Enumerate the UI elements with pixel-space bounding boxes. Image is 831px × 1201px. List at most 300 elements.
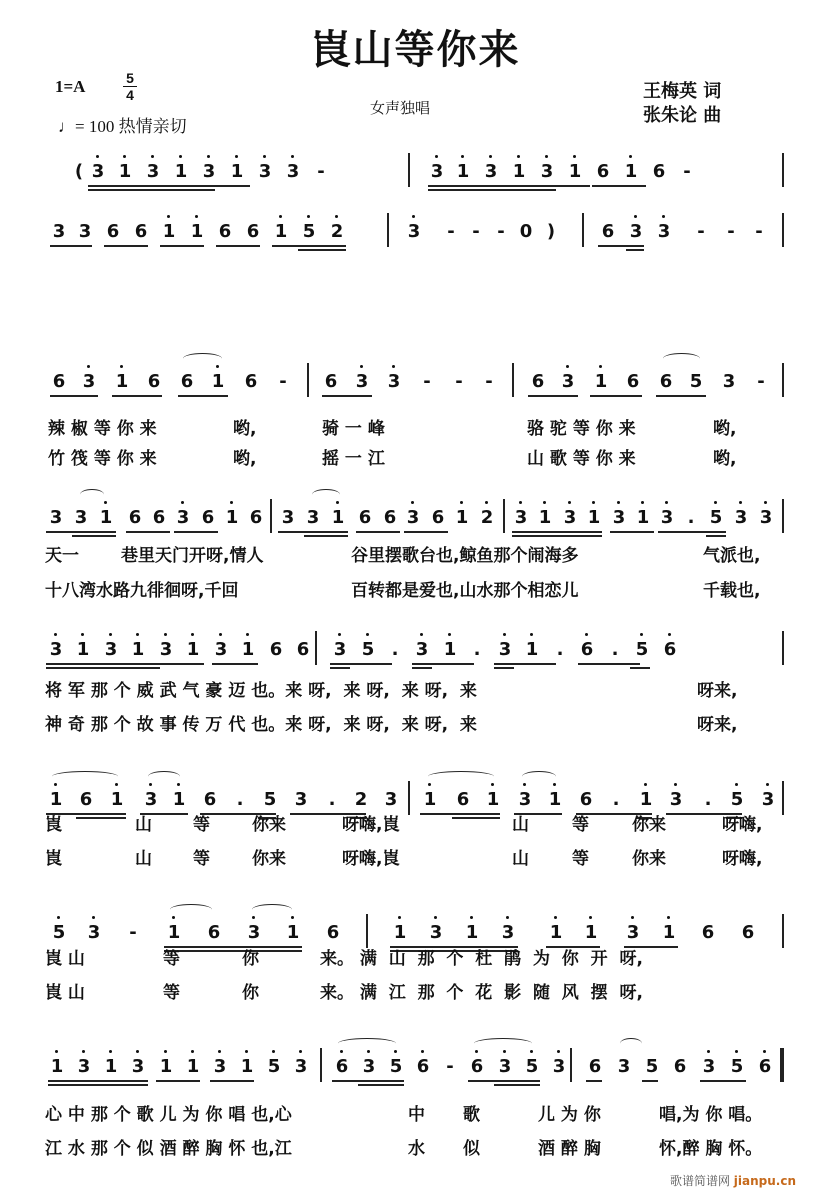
note: 2 <box>354 789 368 810</box>
octave-dot <box>307 215 310 218</box>
note: 6 <box>324 371 338 392</box>
beam-underline <box>298 249 346 251</box>
lyricist-credit: 王梅英 词 <box>643 81 722 102</box>
barline <box>782 153 784 187</box>
note: 3 <box>243 922 265 944</box>
note: . <box>236 789 244 810</box>
key-signature: 1=A <box>55 77 86 96</box>
octave-dot <box>57 916 60 919</box>
lyric-line <box>0 1100 831 1128</box>
slur-arc <box>252 904 292 915</box>
note: 6 <box>52 371 66 392</box>
beam-underline <box>494 667 514 669</box>
note: 3 <box>497 922 519 944</box>
note: 1 <box>545 922 567 944</box>
note: 6 <box>601 221 615 242</box>
note: 1 <box>100 1056 122 1078</box>
octave-dot <box>167 215 170 218</box>
octave-dot <box>207 155 210 158</box>
lyric-line <box>0 944 831 972</box>
note: 1 <box>270 221 292 243</box>
lyric-segment: 骆 驼 等 你 来 <box>527 419 636 439</box>
lyric-segment: 呀嗨,崀 <box>342 849 400 869</box>
note: 3 <box>254 161 276 183</box>
note: 6 <box>218 221 232 242</box>
tempo-marking: ♩= 100 热情亲切 <box>58 117 187 136</box>
octave-dot <box>543 501 546 504</box>
lyric-segment: 山 <box>512 849 529 869</box>
lyric-segment: 江 水 那 个 似 酒 醉 胸 怀 也,江 <box>45 1139 292 1159</box>
barline <box>307 363 309 397</box>
lyric-segment: 呀来, <box>697 715 738 735</box>
note: 3 <box>557 371 579 393</box>
lyric-segment: 哟, <box>713 419 737 439</box>
music-row <box>0 493 831 541</box>
octave-dot <box>230 501 233 504</box>
octave-dot <box>573 155 576 158</box>
slur-arc <box>52 771 118 782</box>
beam-underline <box>212 663 258 665</box>
note: . <box>611 639 619 660</box>
beam-underline <box>358 1084 404 1086</box>
beam-underline <box>46 663 160 665</box>
octave-dot <box>668 633 671 636</box>
note: 3 <box>78 371 100 393</box>
octave-dot <box>714 501 717 504</box>
lyric-segment: 崀 山 <box>45 949 85 969</box>
octave-dot <box>82 1050 85 1053</box>
note: 1 <box>419 789 441 811</box>
lyric-segment: 你来 <box>632 815 666 835</box>
octave-dot <box>191 1050 194 1053</box>
note: 3 <box>127 1056 149 1078</box>
octave-dot <box>644 783 647 786</box>
beam-underline <box>210 1080 254 1082</box>
note: 3 <box>722 371 736 392</box>
octave-dot <box>394 1050 397 1053</box>
lyric-segment: 山 <box>135 849 152 869</box>
octave-dot <box>766 783 769 786</box>
octave-dot <box>411 501 414 504</box>
note: 1 <box>186 221 208 243</box>
note: 6 <box>579 789 593 810</box>
note: 3 <box>294 789 308 810</box>
octave-dot <box>589 916 592 919</box>
note: ) <box>546 221 556 242</box>
note: 3 <box>548 1056 570 1078</box>
note: 1 <box>580 922 602 944</box>
note: . <box>473 639 481 660</box>
beam-underline <box>656 395 706 397</box>
note: 1 <box>155 1056 177 1078</box>
note: 3 <box>480 161 502 183</box>
lyric-segment: 儿 为 你 <box>538 1105 601 1125</box>
octave-dot <box>279 215 282 218</box>
octave-dot <box>55 1050 58 1053</box>
octave-dot <box>763 1050 766 1053</box>
octave-dot <box>707 1050 710 1053</box>
barline <box>782 631 784 665</box>
note: 6 <box>244 371 258 392</box>
octave-dot <box>151 155 154 158</box>
note: . <box>704 789 712 810</box>
note: 1 <box>226 161 248 183</box>
beam-underline <box>178 395 228 397</box>
lyric-segment: 酒 醉 胸 <box>538 1139 601 1159</box>
octave-dot <box>218 1050 221 1053</box>
note: 3 <box>665 789 687 811</box>
note: 3 <box>209 1056 231 1078</box>
octave-dot <box>195 215 198 218</box>
note: 3 <box>74 507 88 528</box>
barline <box>782 363 784 397</box>
beam-underline <box>642 1080 658 1082</box>
note: - <box>455 371 463 392</box>
octave-dot <box>735 1050 738 1053</box>
octave-dot <box>530 633 533 636</box>
lyric-segment: 你来 <box>252 815 286 835</box>
note: 3 <box>198 161 220 183</box>
lyric-line <box>0 576 831 604</box>
beam-underline <box>48 1084 148 1086</box>
note: 6 <box>331 1056 353 1078</box>
note: - <box>485 371 493 392</box>
octave-dot <box>366 633 369 636</box>
beam-underline <box>46 531 116 533</box>
note: 6 <box>588 1056 602 1077</box>
beam-underline <box>216 245 260 247</box>
octave-dot <box>517 155 520 158</box>
note: 1 <box>127 639 149 661</box>
note: 6 <box>147 371 161 392</box>
note: - <box>497 221 505 242</box>
beam-underline <box>598 245 644 247</box>
note: 1 <box>72 639 94 661</box>
note: 3 <box>351 371 373 393</box>
beam-underline <box>322 395 372 397</box>
note: 3 <box>698 1056 720 1078</box>
octave-dot <box>634 215 637 218</box>
note: 3 <box>87 161 109 183</box>
note: 3 <box>78 221 92 242</box>
note: 5 <box>48 922 70 944</box>
note: 3 <box>329 639 351 661</box>
lyric-segment: 巷里天门开呀,情人 <box>121 546 264 566</box>
note: 6 <box>431 507 445 528</box>
lyric-segment: 等 <box>193 815 210 835</box>
note: 1 <box>114 161 136 183</box>
note: 1 <box>182 1056 204 1078</box>
barline <box>570 1048 572 1082</box>
note: 1 <box>451 507 473 529</box>
beam-underline <box>658 531 726 533</box>
lyric-segment: 十八湾水路九徘徊呀,千回 <box>45 581 239 601</box>
beam-underline <box>592 185 646 187</box>
lyric-segment: 天一 <box>45 546 79 566</box>
note: 3 <box>426 161 448 183</box>
note: 1 <box>163 922 185 944</box>
note: 3 <box>617 1056 631 1077</box>
note: - <box>472 221 480 242</box>
lyric-segment: 歌 <box>463 1105 480 1125</box>
beam-underline <box>112 395 162 397</box>
note: 3 <box>494 639 516 661</box>
note: 1 <box>327 507 349 529</box>
note: 1 <box>158 221 180 243</box>
octave-dot <box>412 215 415 218</box>
note: 0 <box>519 221 533 242</box>
octave-dot <box>149 783 152 786</box>
note: 1 <box>461 922 483 944</box>
beam-underline <box>412 663 474 665</box>
lyric-line <box>0 676 831 704</box>
octave-dot <box>136 1050 139 1053</box>
lyric-segment: 山 歌 等 你 来 <box>527 449 636 469</box>
music-row <box>0 1042 831 1090</box>
octave-dot <box>662 215 665 218</box>
note: 5 <box>705 507 727 529</box>
octave-dot <box>54 633 57 636</box>
beam-underline <box>610 531 654 533</box>
lyric-line <box>0 414 831 442</box>
lyric-segment: 哟, <box>233 449 257 469</box>
note: 1 <box>508 161 530 183</box>
octave-dot <box>109 633 112 636</box>
slur-arc <box>663 353 700 364</box>
note: 6 <box>106 221 120 242</box>
note: 3 <box>559 507 581 529</box>
note: 3 <box>730 507 752 529</box>
barline <box>366 914 368 948</box>
note: 5 <box>726 1056 748 1078</box>
song-title: 崀山等你来 <box>310 27 521 73</box>
beam-underline <box>156 1080 200 1082</box>
note: 6 <box>741 922 755 943</box>
beam-underline <box>272 245 346 247</box>
note: 3 <box>290 1056 312 1078</box>
lyric-segment: 呀嗨, <box>722 815 763 835</box>
octave-dot <box>92 916 95 919</box>
note: 6 <box>134 221 148 242</box>
note: - <box>727 221 735 242</box>
octave-dot <box>104 501 107 504</box>
note: 1 <box>221 507 243 529</box>
barline <box>408 153 410 187</box>
lyric-segment: 等 <box>193 849 210 869</box>
beam-underline <box>700 1080 746 1082</box>
octave-dot <box>164 633 167 636</box>
note: 1 <box>237 639 259 661</box>
lyric-segment: 哟, <box>233 419 257 439</box>
beam-underline <box>160 245 204 247</box>
octave-dot <box>461 155 464 158</box>
slur-arc <box>148 771 180 782</box>
lyric-segment: 谷里摆歌台也,鲸鱼那个闹海多 <box>351 546 579 566</box>
note: 1 <box>635 789 657 811</box>
octave-dot <box>435 155 438 158</box>
octave-dot <box>475 1050 478 1053</box>
lyric-segment: 你来 <box>252 849 286 869</box>
octave-dot <box>674 783 677 786</box>
lyric-segment: 摇 一 江 <box>322 449 385 469</box>
octave-dot <box>245 1050 248 1053</box>
note: . <box>391 639 399 660</box>
note: - <box>317 161 325 182</box>
lyric-segment: 似 <box>463 1139 480 1159</box>
lyric-segment: 气派也, <box>703 546 761 566</box>
note: . <box>556 639 564 660</box>
octave-dot <box>164 1050 167 1053</box>
note: 3 <box>494 1056 516 1078</box>
note: 3 <box>155 639 177 661</box>
lyric-segment: 你 <box>242 983 259 1003</box>
lyric-segment: 崀 山 <box>45 983 85 1003</box>
note: 5 <box>645 1056 659 1077</box>
note: 6 <box>79 789 93 810</box>
octave-dot <box>530 1050 533 1053</box>
performance-note: 女声独唱 <box>370 99 431 117</box>
beam-underline <box>706 535 726 537</box>
octave-dot <box>489 155 492 158</box>
note: 6 <box>754 1056 776 1078</box>
time-signature-top: 5 <box>126 70 134 86</box>
note: 5 <box>726 789 748 811</box>
octave-dot <box>109 1050 112 1053</box>
note: 6 <box>412 1056 434 1078</box>
music-row <box>0 207 831 255</box>
note: 6 <box>531 371 545 392</box>
music-row <box>0 357 831 405</box>
octave-dot <box>491 783 494 786</box>
beam-underline <box>198 185 250 187</box>
slur-arc <box>80 489 104 500</box>
note: 6 <box>249 507 263 528</box>
beam-underline <box>528 395 578 397</box>
note: 6 <box>456 789 470 810</box>
note: 6 <box>673 1056 687 1077</box>
note: 3 <box>210 639 232 661</box>
beam-underline <box>590 395 642 397</box>
note: 1 <box>170 161 192 183</box>
note: 1 <box>282 922 304 944</box>
beam-underline <box>50 395 98 397</box>
octave-dot <box>629 155 632 158</box>
lyric-segment: 哟, <box>713 449 737 469</box>
note: 6 <box>201 507 215 528</box>
octave-dot <box>421 1050 424 1053</box>
octave-dot <box>123 155 126 158</box>
note: 1 <box>620 161 642 183</box>
note: 1 <box>482 789 504 811</box>
note: 5 <box>631 639 653 661</box>
note: 6 <box>383 507 397 528</box>
beam-underline <box>412 667 432 669</box>
octave-dot <box>177 783 180 786</box>
note: 3 <box>622 922 644 944</box>
octave-dot <box>181 501 184 504</box>
note: 6 <box>659 371 673 392</box>
note: - <box>447 221 455 242</box>
note: 3 <box>358 1056 380 1078</box>
beam-underline <box>304 535 348 537</box>
watermark-text: 歌谱简谱网 <box>669 1174 730 1188</box>
octave-dot <box>392 365 395 368</box>
note: . <box>328 789 336 810</box>
time-signature-bottom: 4 <box>126 87 134 103</box>
composer-credit: 张朱论 曲 <box>643 105 722 126</box>
beam-underline <box>88 189 215 191</box>
octave-dot <box>428 783 431 786</box>
note: 1 <box>521 639 543 661</box>
note: 6 <box>246 221 260 242</box>
octave-dot <box>641 501 644 504</box>
note: 3 <box>608 507 630 529</box>
barline <box>315 631 317 665</box>
note: 3 <box>45 639 67 661</box>
octave-dot <box>566 365 569 368</box>
lyric-segment: 你来 <box>632 849 666 869</box>
octave-dot <box>557 1050 560 1053</box>
note: 1 <box>106 789 128 811</box>
barline <box>270 499 272 533</box>
note: 3 <box>411 639 433 661</box>
beam-underline <box>512 535 602 537</box>
slur-arc <box>338 1038 396 1049</box>
lyric-segment: 崀 <box>45 815 62 835</box>
slur-arc <box>428 771 494 782</box>
lyric-segment: 崀 <box>45 849 62 869</box>
beam-underline <box>174 531 218 533</box>
note: 6 <box>128 507 142 528</box>
lyric-segment: 唱,为 你 唱。 <box>659 1105 763 1125</box>
octave-dot <box>554 916 557 919</box>
beam-underline <box>578 663 640 665</box>
lyric-segment: 将 军 那 个 威 武 气 豪 迈 也。来 呀, 来 呀, 来 呀, 来 <box>45 681 477 701</box>
note: 6 <box>576 639 598 661</box>
beam-underline <box>494 1084 540 1086</box>
watermark <box>670 1172 796 1189</box>
lyric-segment: 山 <box>512 815 529 835</box>
lyric-segment: 怀,醉 胸 怀。 <box>659 1139 763 1159</box>
octave-dot <box>136 633 139 636</box>
note: 1 <box>583 507 605 529</box>
lyric-segment: 来。 满 江 那 个 花 影 随 风 摆 呀, <box>320 983 643 1003</box>
lyric-segment: 中 <box>408 1105 425 1125</box>
note: 3 <box>514 789 536 811</box>
octave-dot <box>87 365 90 368</box>
octave-dot <box>592 501 595 504</box>
octave-dot <box>191 633 194 636</box>
note: - <box>129 922 137 943</box>
lyric-segment: 呀嗨,崀 <box>342 815 400 835</box>
note: 3 <box>52 221 66 242</box>
note: 3 <box>656 507 678 529</box>
octave-dot <box>179 155 182 158</box>
note: 6 <box>596 161 610 182</box>
note: 6 <box>652 161 666 182</box>
lyric-segment: 等 <box>163 983 180 1003</box>
note: - <box>757 371 765 392</box>
note: 6 <box>701 922 715 943</box>
watermark-url: jianpu.cn <box>733 1174 796 1188</box>
barline <box>512 363 514 397</box>
note: 6 <box>296 639 310 660</box>
note: 5 <box>689 371 703 392</box>
note: 1 <box>95 507 117 529</box>
note: 3 <box>100 639 122 661</box>
octave-dot <box>246 633 249 636</box>
octave-dot <box>54 783 57 786</box>
